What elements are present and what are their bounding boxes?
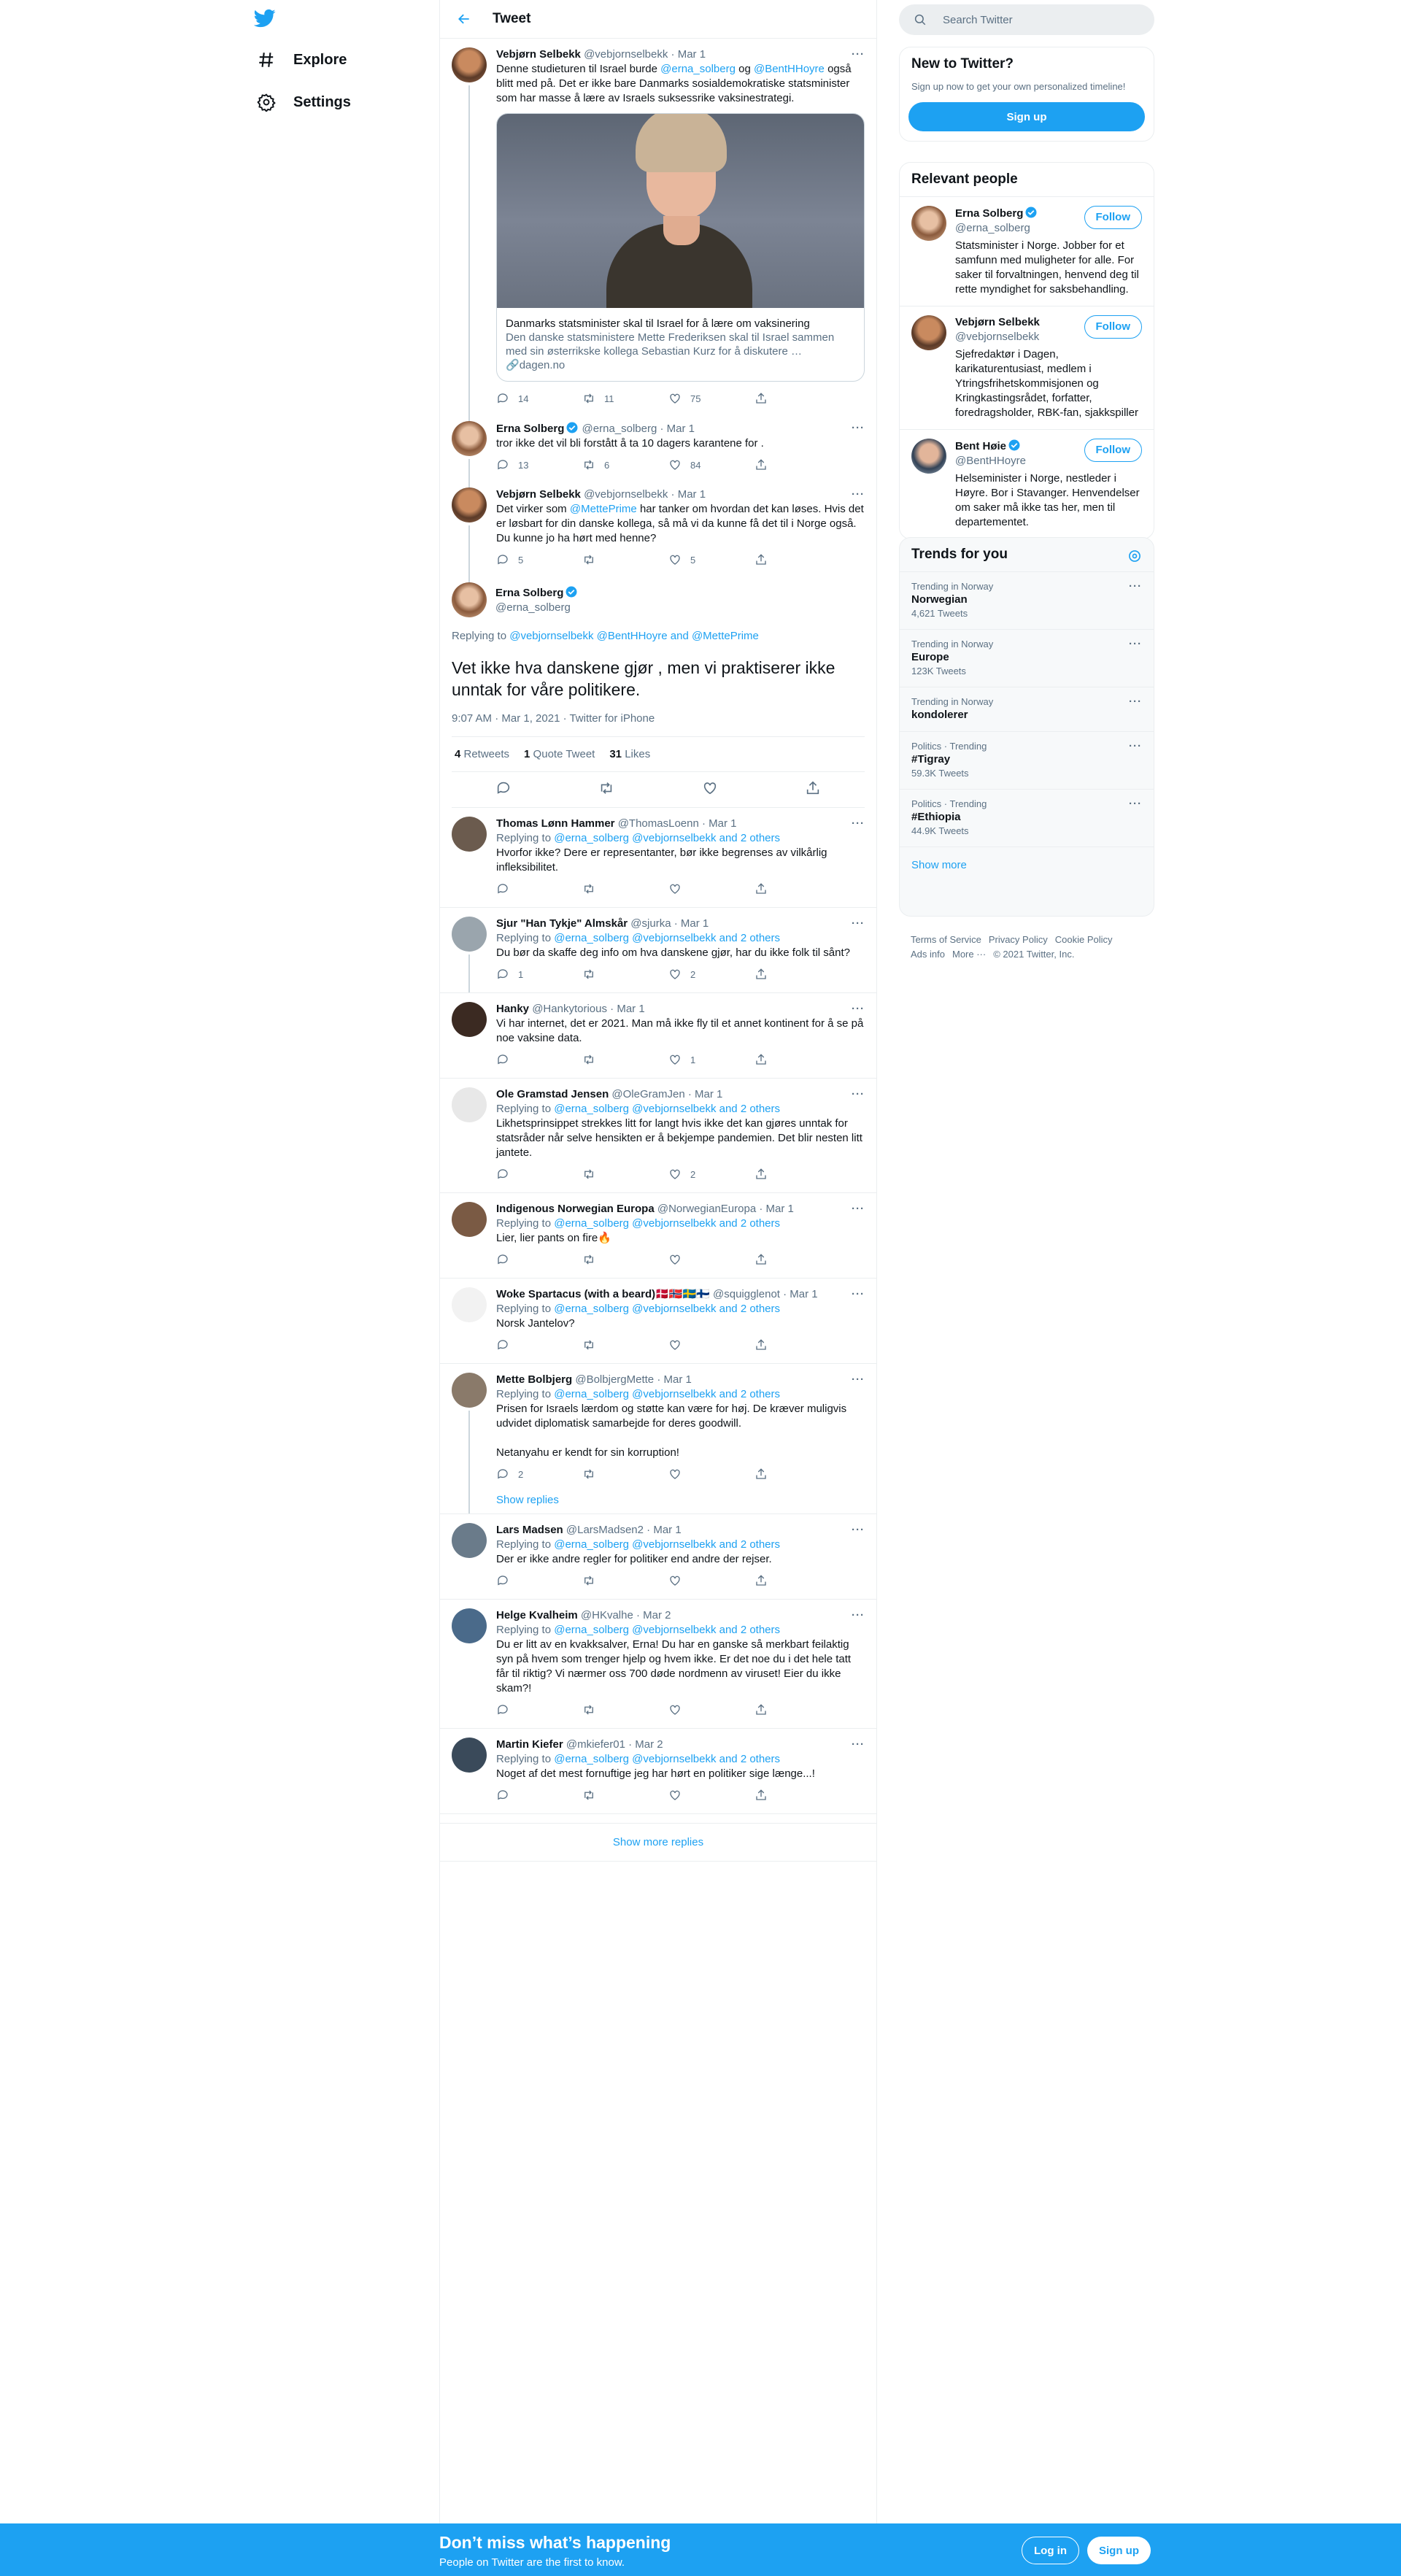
trend-name: Europe (911, 651, 949, 663)
relevant-person[interactable] (900, 429, 1154, 539)
avatar[interactable] (452, 582, 487, 617)
author-handle[interactable]: @LarsMadsen2 (566, 1524, 644, 1536)
share-button[interactable] (754, 1053, 841, 1066)
person-bio: Sjefredaktør i Dagen, karikaturentusiast, medlem i Ytringsfrihetskommisjonen og Kringkastingsrådet, forfatter, foredragsholder, RBK-fan, sjakkspiller (955, 348, 1138, 419)
author-name[interactable]: Thomas Lønn Hammer (496, 817, 615, 830)
show-replies-link[interactable]: Show replies (496, 1494, 559, 1506)
avatar[interactable] (911, 315, 946, 350)
replying-to: Replying to @erna_solberg @vebjornselbekk and 2 others (496, 1388, 781, 1400)
reply-tweet[interactable] (440, 1514, 876, 1600)
retweet-button[interactable] (582, 1253, 668, 1266)
share-icon[interactable] (805, 780, 821, 800)
trend-context: Trending in Norway (911, 639, 994, 649)
thread-tweet[interactable] (440, 39, 876, 412)
new-to-twitter-panel (899, 47, 1154, 142)
person-handle[interactable]: @vebjornselbekk (955, 331, 1040, 343)
more-icon[interactable]: ··· (852, 422, 865, 434)
retweet-button[interactable] (582, 1789, 668, 1802)
reply-tweet[interactable] (440, 1193, 876, 1279)
author-handle[interactable]: @erna_solberg (495, 601, 571, 614)
tweet-meta[interactable]: 9:07 AM · Mar 1, 2021 · Twitter for iPhone (452, 712, 655, 725)
trend-context: Politics · Trending (911, 798, 987, 809)
replying-to: Replying to @erna_solberg @vebjornselbekk and 2 others (496, 932, 781, 944)
like-button[interactable] (668, 1338, 754, 1351)
bottom-signup-button[interactable]: Sign up (1087, 2537, 1151, 2564)
like-button[interactable]: 1 (668, 1053, 754, 1066)
author-name[interactable]: Vebjørn Selbekk (496, 488, 581, 501)
trend-item[interactable] (900, 629, 1154, 687)
tweet-text: Der er ikke andre regler for politiker end andre der rejser. (496, 1553, 772, 1565)
avatar[interactable] (452, 1738, 487, 1773)
tweet-stats (452, 736, 865, 772)
share-button[interactable] (754, 882, 841, 895)
like-button[interactable] (668, 882, 754, 895)
trend-context: Trending in Norway (911, 581, 994, 592)
focal-tweet-text: Vet ikke hva danskene gjør , men vi praktiserer ikke unntak for våre politikere. (452, 658, 835, 699)
reply-button[interactable] (496, 1338, 582, 1351)
author-name[interactable]: Sjur "Han Tykje" Almskår (496, 917, 628, 930)
trend-item[interactable] (900, 687, 1154, 731)
replying-to: Replying to @erna_solberg @vebjornselbekk and 2 others (496, 832, 781, 844)
share-button[interactable] (754, 1168, 841, 1181)
new-to-twitter-subtitle: Sign up now to get your own personalized timeline! (911, 81, 1126, 92)
retweet-button[interactable]: 6 (582, 458, 668, 471)
tweet-text: Du er litt av en kvakksalver, Erna! Du har en ganske så merkbart feilaktig syn på hvem som trenger hjelp og hvem ikke. Er det noe du i det hele tatt får til riktig? Vi nærmer oss 700 døde nordmenn av viruset! Eier du ikke skam?! (496, 1638, 852, 1694)
retweet-button[interactable] (582, 1338, 668, 1351)
mention-link[interactable]: @BentHHoyre (753, 63, 825, 75)
author-handle[interactable]: @sjurka (630, 917, 671, 930)
tweet-text: Norsk Jantelov? (496, 1317, 575, 1330)
trend-name: #Ethiopia (911, 811, 961, 823)
avatar[interactable] (452, 1002, 487, 1037)
bottom-bar-subtitle: People on Twitter are the first to know. (439, 2556, 625, 2569)
signup-button[interactable]: Sign up (908, 102, 1145, 131)
author-name[interactable]: Indigenous Norwegian Europa (496, 1203, 655, 1215)
reply-tweet[interactable] (440, 1364, 876, 1514)
retweet-button[interactable] (582, 1574, 668, 1587)
avatar[interactable] (452, 1373, 487, 1408)
share-button[interactable] (754, 1468, 841, 1481)
avatar[interactable] (911, 206, 946, 241)
like-button[interactable] (668, 1703, 754, 1716)
card-image (497, 114, 864, 308)
more-icon[interactable]: ··· (1129, 798, 1142, 810)
author-name[interactable]: Woke Spartacus (with a beard)🇩🇰🇳🇴🇸🇪🇫🇮 (496, 1288, 710, 1300)
share-button[interactable] (754, 968, 841, 981)
more-icon[interactable]: ··· (1129, 695, 1142, 708)
likes-stat[interactable]: 31 Likes (609, 748, 651, 760)
footer-terms[interactable]: Terms of Service (911, 934, 981, 945)
mention-link[interactable]: @MettePrime (569, 503, 637, 515)
nav-settings-label: Settings (293, 93, 351, 110)
like-button[interactable]: 84 (668, 458, 754, 471)
replying-to: Replying to @erna_solberg @vebjornselbekk and 2 others (496, 1538, 781, 1551)
trend-item[interactable] (900, 571, 1154, 629)
more-icon[interactable]: ··· (852, 817, 865, 830)
share-button[interactable] (754, 1338, 841, 1351)
reply-button[interactable] (496, 1574, 582, 1587)
avatar[interactable] (911, 439, 946, 474)
page-title: Tweet (493, 11, 531, 26)
nav-settings[interactable] (255, 82, 351, 123)
more-icon[interactable]: ··· (852, 1088, 865, 1100)
tweet-date[interactable]: · Mar 1 (671, 48, 706, 61)
author-handle[interactable]: @ThomasLoenn (617, 817, 699, 830)
like-button[interactable]: 2 (668, 1168, 754, 1181)
tweet-date[interactable]: · Mar 1 (610, 1003, 645, 1015)
tweet-text: Lier, lier pants on fire🔥 (496, 1232, 611, 1244)
trend-item[interactable] (900, 789, 1154, 847)
replies-list (440, 808, 876, 1814)
share-button[interactable] (754, 1253, 841, 1266)
card-domain: 🔗dagen.no (506, 359, 566, 371)
avatar[interactable] (452, 1287, 487, 1322)
trend-item[interactable] (900, 731, 1154, 789)
relevant-people-panel (899, 162, 1154, 539)
verified-badge-icon (1024, 206, 1038, 219)
person-name[interactable]: Vebjørn Selbekk (955, 316, 1040, 328)
tweet-date[interactable]: · Mar 1 (783, 1288, 818, 1300)
more-icon[interactable]: ··· (1129, 580, 1142, 593)
trend-name: Norwegian (911, 593, 968, 606)
tweet-text: Denne studieturen til Israel burde @erna_solberg og @BentHHoyre også blitt med på. Det er ikke bare Danmarks sosialdemokratiske statsminister som har masse å lære av Israels suksessrike vaksinestrategi. (496, 63, 852, 104)
replying-to-links[interactable]: @erna_solberg @vebjornselbekk and 2 others (554, 1624, 781, 1636)
avatar[interactable] (452, 1202, 487, 1237)
person-name[interactable]: Erna Solberg (955, 207, 1024, 220)
settings-gear-icon[interactable] (1127, 549, 1142, 563)
author-name[interactable]: Vebjørn Selbekk (496, 48, 581, 61)
more-icon[interactable]: ··· (852, 1524, 865, 1536)
nav-explore-label: Explore (293, 51, 347, 68)
retweet-button[interactable] (582, 882, 668, 895)
author-handle[interactable]: @mkiefer01 (566, 1738, 625, 1751)
share-button[interactable] (754, 553, 841, 566)
like-button[interactable] (668, 1468, 754, 1481)
quotes-stat[interactable]: 1 Quote Tweet (524, 748, 595, 760)
replying-to: Replying to @erna_solberg @vebjornselbekk and 2 others (496, 1217, 781, 1230)
retweet-icon[interactable] (598, 780, 614, 800)
like-icon[interactable] (702, 780, 718, 800)
avatar[interactable] (452, 917, 487, 952)
person-bio: Statsminister i Norge. Jobber for et samfunn med muligheter for alle. For saker til forvaltningen, henvend deg til rette myndighet for saksbehandling. (955, 239, 1139, 296)
card-description: Den danske statsministere Mette Frederiksen skal til Israel sammen med sin østerrikske kollega Sebastian Kurz for å diskutere … (506, 331, 835, 358)
replying-to: Replying to @erna_solberg @vebjornselbekk and 2 others (496, 1753, 781, 1765)
verified-badge-icon (566, 421, 579, 434)
tweet-text: Du bør da skaffe deg info om hva danskene gjør, har du ikke folk til sånt? (496, 946, 850, 959)
footer-copyright: © 2021 Twitter, Inc. (993, 949, 1075, 960)
follow-button[interactable]: Follow (1084, 206, 1143, 229)
trend-count: 59.3K Tweets (911, 768, 969, 779)
show-more-trends[interactable]: Show more (900, 847, 1154, 883)
retweet-button[interactable] (582, 1468, 668, 1481)
trend-context: Trending in Norway (911, 696, 994, 707)
footer-ads[interactable]: Ads info (911, 949, 945, 960)
bottom-bar-title: Don’t miss what’s happening (439, 2533, 671, 2552)
reply-button[interactable] (496, 882, 582, 895)
link-card[interactable] (496, 113, 865, 382)
author-name[interactable]: Mette Bolbjerg (496, 1373, 573, 1386)
tweet-date[interactable]: · Mar 1 (702, 817, 737, 830)
author-name[interactable]: Ole Gramstad Jensen (496, 1088, 609, 1100)
reply-button[interactable]: 14 (496, 392, 582, 405)
reply-tweet[interactable] (440, 808, 876, 908)
more-icon[interactable]: ··· (852, 488, 865, 501)
author-handle[interactable]: @erna_solberg (582, 423, 657, 435)
tweet-text: Det virker som @MettePrime har tanker om hvordan det kan løses. Hvis det er løsbart for din danske kollega, så må vi da kunne få det til i Norge også. Du kunne jo ha hørt med henne? (496, 503, 864, 544)
reply-button[interactable]: 2 (496, 1468, 582, 1481)
like-button[interactable] (668, 1574, 754, 1587)
person-handle[interactable]: @erna_solberg (955, 222, 1030, 234)
reply-tweet[interactable] (440, 1279, 876, 1364)
like-button[interactable]: 75 (668, 392, 754, 405)
more-icon[interactable]: ··· (852, 48, 865, 61)
tweet-date[interactable]: · Mar 1 (671, 488, 706, 501)
author-name[interactable]: Helge Kvalheim (496, 1609, 578, 1621)
trends-title: Trends for you (900, 538, 1154, 571)
author-handle[interactable]: @BolbjergMette (575, 1373, 655, 1386)
reply-button[interactable] (496, 1053, 582, 1066)
replying-to-links[interactable]: @vebjornselbekk @BentHHoyre and @MettePrime (509, 630, 759, 642)
retweets-stat[interactable]: 4 Retweets (455, 748, 510, 760)
retweet-button[interactable]: 11 (582, 392, 668, 405)
retweet-button[interactable] (582, 968, 668, 981)
tweet-date[interactable]: · Mar 1 (674, 917, 709, 930)
author-name[interactable]: Erna Solberg (496, 423, 565, 435)
focal-actions (452, 772, 865, 808)
more-icon[interactable]: ··· (1129, 740, 1142, 752)
author-name[interactable]: Lars Madsen (496, 1524, 563, 1536)
replying-to-links[interactable]: @erna_solberg @vebjornselbekk and 2 others (554, 1217, 781, 1230)
follow-button[interactable]: Follow (1084, 439, 1143, 462)
author-name[interactable]: Hanky (496, 1003, 530, 1015)
share-button[interactable] (754, 1789, 841, 1802)
reply-tweet[interactable] (440, 1729, 876, 1814)
tweet-date[interactable]: · Mar 1 (759, 1203, 794, 1215)
like-button[interactable] (668, 1253, 754, 1266)
link-icon: 🔗 (506, 359, 520, 371)
author-handle[interactable]: @NorwegianEuropa (657, 1203, 757, 1215)
trends-panel (899, 537, 1154, 917)
footer-more[interactable]: More ··· (952, 949, 987, 960)
main-header (440, 0, 876, 39)
search-placeholder: Search Twitter (943, 13, 1013, 26)
retweet-button[interactable] (582, 553, 668, 566)
reply-button[interactable] (496, 1703, 582, 1716)
avatar[interactable] (452, 1087, 487, 1122)
more-icon[interactable]: ··· (852, 1373, 865, 1386)
replying-to: Replying to @erna_solberg @vebjornselbekk and 2 others (496, 1624, 781, 1636)
relevant-person[interactable] (900, 306, 1154, 429)
tweet-date[interactable]: · Mar 1 (657, 1373, 692, 1386)
avatar[interactable] (452, 1523, 487, 1558)
thread-tweet[interactable] (440, 412, 876, 479)
show-more-replies-button[interactable]: Show more replies (440, 1823, 876, 1862)
replying-to: Replying to @erna_solberg @vebjornselbekk and 2 others (496, 1103, 781, 1115)
footer-links (911, 933, 1151, 962)
trend-context: Politics · Trending (911, 741, 987, 752)
replying-to-links[interactable]: @erna_solberg @vebjornselbekk and 2 others (554, 1103, 781, 1115)
login-button[interactable]: Log in (1022, 2537, 1079, 2564)
author-name[interactable]: Erna Solberg (495, 586, 564, 599)
share-button[interactable] (754, 1703, 841, 1716)
replying-to: Replying to @erna_solberg @vebjornselbekk and 2 others (496, 1303, 781, 1315)
trend-name: kondolerer (911, 709, 968, 721)
tweet-text: Likhetsprinsippet strekkes litt for langt hvis ikke det kan gjøres unntak for statsråder når selve hensikten er å bekjempe pandemien. Det blir nesten litt jantete. (496, 1117, 862, 1159)
verified-badge-icon (565, 585, 578, 598)
tweet-text: Vi har internet, det er 2021. Man må ikke fly til et annet kontinent for å se på noe vaksine data. (496, 1017, 864, 1044)
bottom-signup-bar (0, 2523, 1401, 2576)
avatar[interactable] (452, 47, 487, 82)
nav-explore[interactable] (255, 39, 347, 80)
avatar[interactable] (452, 1608, 487, 1643)
tweet-date[interactable]: · Mar 1 (647, 1524, 682, 1536)
footer-cookie[interactable]: Cookie Policy (1054, 934, 1113, 945)
author-handle[interactable]: @HKvalhe (580, 1609, 633, 1621)
reply-tweet[interactable] (440, 993, 876, 1079)
reply-tweet[interactable] (440, 1079, 876, 1193)
replying-to-links[interactable]: @erna_solberg @vebjornselbekk and 2 others (554, 832, 781, 844)
avatar[interactable] (452, 817, 487, 852)
avatar[interactable] (452, 487, 487, 522)
like-button[interactable] (668, 1789, 754, 1802)
trend-count: 4,621 Tweets (911, 608, 968, 619)
like-button[interactable]: 5 (668, 553, 754, 566)
trend-count: 123K Tweets (911, 666, 966, 676)
search-icon (914, 13, 927, 26)
replying-to-links[interactable]: @erna_solberg @vebjornselbekk and 2 others (554, 1538, 781, 1551)
card-title: Danmarks statsminister skal til Israel for å lære om vaksinering (506, 317, 810, 330)
reply-icon[interactable] (495, 780, 512, 800)
more-icon[interactable]: ··· (852, 1738, 865, 1751)
tweet-date[interactable]: · Mar 1 (687, 1088, 723, 1100)
author-handle[interactable]: @vebjornselbekk (584, 488, 668, 501)
tweet-text: Hvorfor ikke? Dere er representanter, bør ikke begrenses av vilkårlig infleksibilitet. (496, 847, 827, 874)
focal-tweet (440, 574, 876, 808)
more-icon[interactable]: ··· (1129, 638, 1142, 650)
share-button[interactable] (754, 392, 841, 405)
retweet-button[interactable] (582, 1053, 668, 1066)
footer-privacy[interactable]: Privacy Policy (988, 934, 1048, 945)
twitter-logo-icon[interactable] (254, 7, 283, 36)
more-icon[interactable]: ··· (852, 1609, 865, 1621)
reply-button[interactable]: 13 (496, 458, 582, 471)
tweet-text: Prisen for Israels lærdom og støtte kan være for høj. De kræver muligvis udvidet diplomatisk samarbejde for deres goodwill. Netanyahu er kendt for sin korruption! (496, 1403, 847, 1459)
retweet-button[interactable] (582, 1703, 668, 1716)
person-name[interactable]: Bent Høie (955, 440, 1007, 452)
more-icon[interactable]: ··· (852, 1003, 865, 1015)
person-handle[interactable]: @BentHHoyre (955, 455, 1026, 467)
like-button[interactable]: 2 (668, 968, 754, 981)
trend-count: 44.9K Tweets (911, 825, 969, 836)
reply-button[interactable] (496, 1168, 582, 1181)
trend-name: #Tigray (911, 753, 951, 766)
more-icon[interactable]: ··· (852, 1288, 865, 1300)
reply-tweet[interactable] (440, 1600, 876, 1729)
reply-tweet[interactable] (440, 908, 876, 993)
thread-tweet[interactable] (440, 479, 876, 574)
reply-button[interactable] (496, 1253, 582, 1266)
verified-badge-icon (1008, 439, 1021, 452)
replying-to-links[interactable]: @erna_solberg @vebjornselbekk and 2 others (554, 1753, 781, 1765)
follow-button[interactable]: Follow (1084, 315, 1143, 339)
replying-to-links[interactable]: @erna_solberg @vebjornselbekk and 2 others (554, 1388, 781, 1400)
gear-icon (255, 91, 277, 113)
author-handle[interactable]: @squigglenot (713, 1288, 780, 1300)
person-bio: Helseminister i Norge, nestleder i Høyre. Bor i Stavanger. Henvendelser om saker må ikke tas her, men til departementet. (955, 472, 1140, 528)
tweet-date[interactable]: · Mar 2 (636, 1609, 671, 1621)
relevant-person[interactable] (900, 196, 1154, 306)
reply-button[interactable] (496, 1789, 582, 1802)
hashtag-icon (255, 49, 277, 71)
tweet-date[interactable]: · Mar 2 (628, 1738, 663, 1751)
new-to-twitter-title: New to Twitter? (911, 56, 1014, 72)
author-handle[interactable]: @Hankytorious (532, 1003, 607, 1015)
replying-to: Replying to @vebjornselbekk @BentHHoyre and @MettePrime (452, 630, 759, 642)
main-column (439, 0, 877, 2576)
share-button[interactable] (754, 1574, 841, 1587)
reply-button[interactable]: 1 (496, 968, 582, 981)
share-button[interactable] (754, 458, 841, 471)
tweet-text: Noget af det mest fornuftige jeg har hørt en politiker sige længe...! (496, 1767, 815, 1780)
replying-to-links[interactable]: @erna_solberg @vebjornselbekk and 2 others (554, 1303, 781, 1315)
reply-button[interactable]: 5 (496, 553, 582, 566)
relevant-people-title: Relevant people (911, 171, 1018, 187)
replying-to-links[interactable]: @erna_solberg @vebjornselbekk and 2 others (554, 932, 781, 944)
tweet-date[interactable]: · Mar 1 (660, 423, 695, 435)
avatar[interactable] (452, 421, 487, 456)
author-handle[interactable]: @vebjornselbekk (584, 48, 668, 61)
retweet-button[interactable] (582, 1168, 668, 1181)
author-handle[interactable]: @OleGramJen (611, 1088, 685, 1100)
search-input[interactable] (899, 4, 1154, 35)
tweet-text: tror ikke det vil bli forstått å ta 10 dagers karantene for . (496, 437, 764, 450)
author-name[interactable]: Martin Kiefer (496, 1738, 563, 1751)
back-arrow-icon[interactable] (452, 7, 476, 31)
mention-link[interactable]: @erna_solberg (660, 63, 736, 75)
more-icon[interactable]: ··· (852, 917, 865, 930)
more-icon[interactable]: ··· (852, 1203, 865, 1215)
